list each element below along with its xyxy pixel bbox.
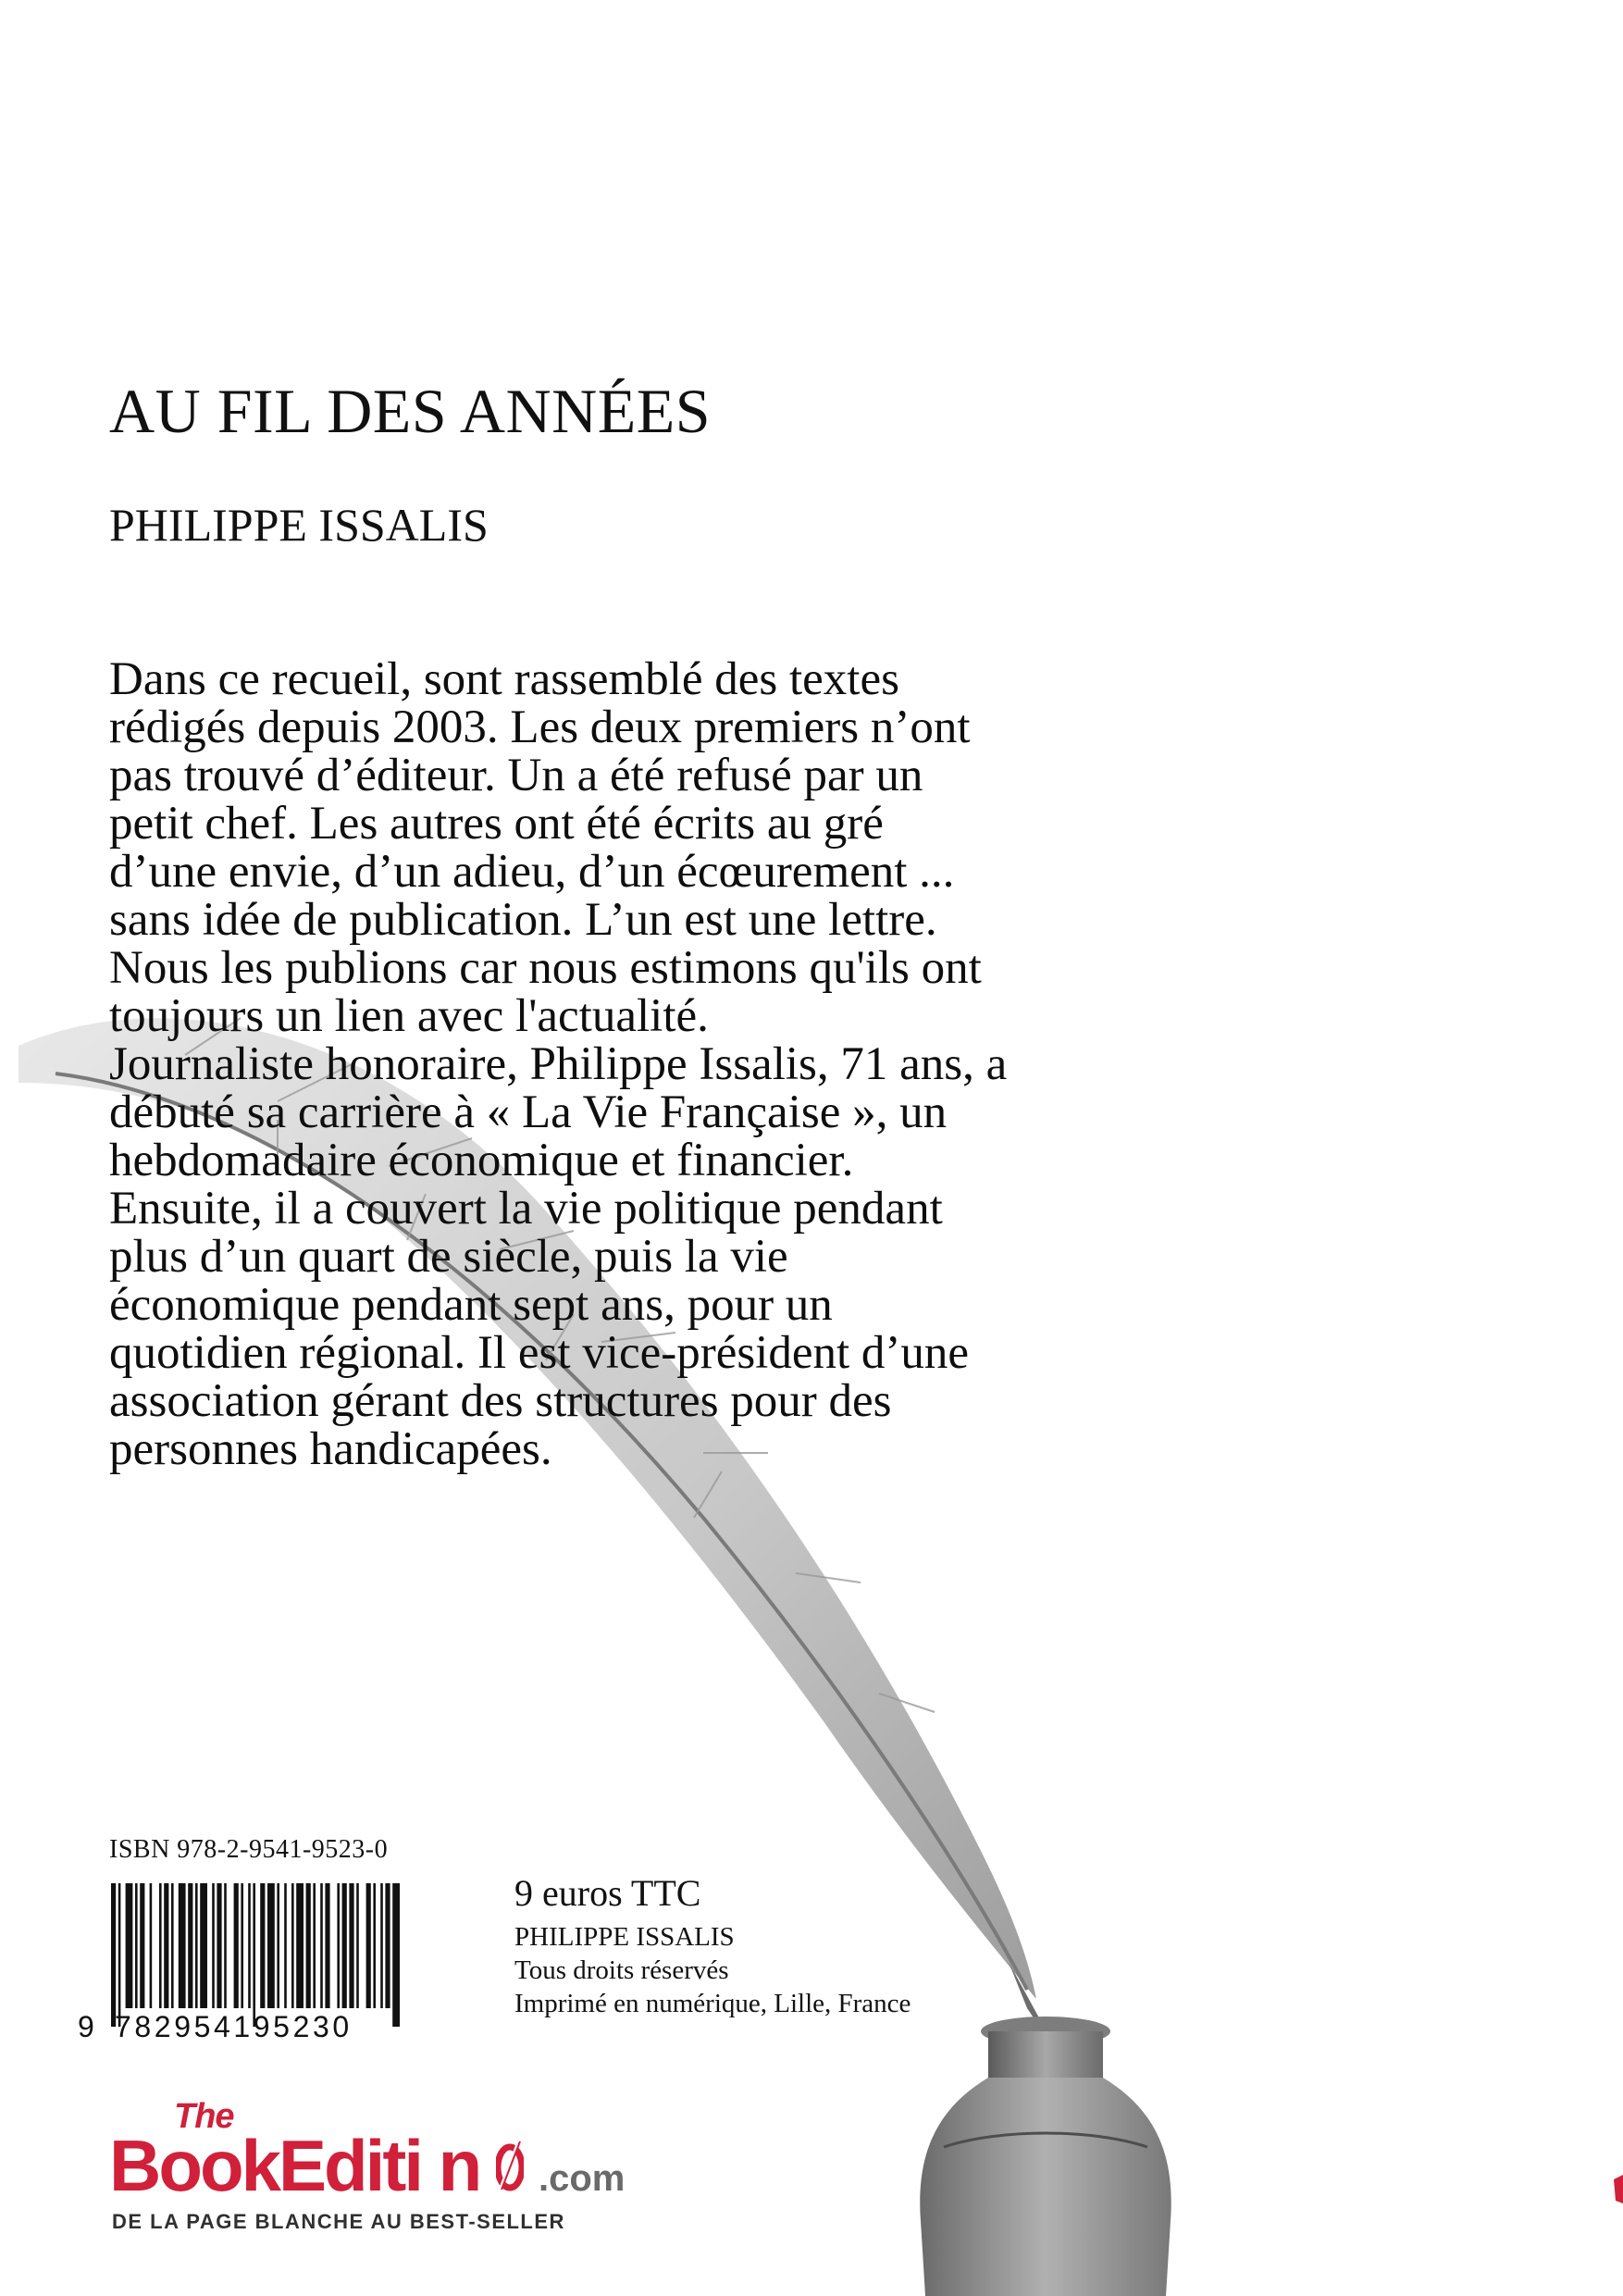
bookedition-logo: [109, 2097, 664, 2249]
barcode-bar: [241, 1883, 243, 2008]
barcode-bar: [217, 1883, 221, 2008]
barcode-bar: [159, 1883, 162, 2008]
barcode-bar: [200, 1883, 207, 2008]
blurb-line: pas trouvé d’éditeur. Un a été refusé par un: [109, 750, 923, 801]
barcode-digit-groups: 782954195230: [115, 2010, 353, 2043]
printing-notice: Imprimé en numérique, Lille, France: [514, 1989, 911, 2018]
blurb-line: Dans ce recueil, sont rassemblé des textes: [109, 653, 899, 705]
book-title: AU FIL DES ANNÉES: [109, 376, 712, 446]
logo-name: BookEditi n: [109, 2125, 480, 2206]
feather-icon: [496, 2140, 524, 2193]
barcode-bar: [277, 1883, 279, 2008]
barcode-bar: [356, 1883, 359, 2008]
barcode-digits: [78, 2010, 457, 2047]
barcode-bar: [150, 1883, 153, 2008]
publisher-name: PHILIPPE ISSALIS: [514, 1922, 735, 1952]
barcode-bar: [373, 1883, 376, 2008]
blurb-line: Journaliste honoraire, Philippe Issalis, 71 ans, a: [109, 1038, 1008, 1090]
blurb-line: plus d’un quart de siècle, puis la vie: [109, 1231, 788, 1283]
barcode-bar: [140, 1883, 144, 2008]
barcode-bar: [284, 1883, 287, 2008]
blurb-line: débuté sa carrière à « La Vie Française », un: [109, 1086, 948, 1138]
imprint-block: [514, 1920, 911, 2020]
rights-notice: Tous droits réservés: [514, 1955, 729, 1985]
barcode-bar: [306, 1883, 311, 2008]
barcode-bar: [385, 1883, 390, 2008]
barcode-bar: [296, 1883, 304, 2008]
barcode-bar: [253, 1883, 255, 2027]
barcode-bar: [135, 1883, 138, 2008]
blurb-line: toujours un lien avec l'actualité.: [109, 990, 709, 1042]
barcode-bar: [164, 1883, 168, 2008]
barcode-bar: [111, 1883, 116, 2027]
blurb-line: petit chef. Les autres ont été écrits au gré: [109, 798, 884, 850]
blurb-line: d’une envie, d’un adieu, d’un écœurement ...: [109, 846, 955, 898]
barcode-bar: [267, 1883, 275, 2008]
barcode-bar: [248, 1883, 251, 2008]
barcode-lead-digit: 9: [78, 2010, 94, 2043]
blurb-line: association gérant des structures pour des: [109, 1375, 892, 1427]
author-name: PHILIPPE ISSALIS: [109, 499, 489, 551]
barcode-icon: [109, 1883, 452, 2027]
back-cover-blurb: [109, 655, 1247, 1473]
price-label: 9 euros TTC: [514, 1872, 701, 1914]
isbn-label: ISBN 978-2-9541-9523-0: [109, 1835, 389, 1864]
barcode-bar: [349, 1883, 353, 2008]
blurb-line: Nous les publions car nous estimons qu'ils ont: [109, 942, 982, 994]
barcode-bar: [260, 1883, 265, 2008]
barcode-bar: [320, 1883, 323, 2008]
barcode-bar: [392, 1883, 400, 2027]
barcode-bar: [325, 1883, 329, 2008]
blurb-line: hebdomadaire économique et financier.: [109, 1135, 854, 1186]
blurb-line: Ensuite, il a couvert la vie politique pendant: [109, 1183, 943, 1235]
blurb-line: économique pendant sept ans, pour un: [109, 1279, 833, 1331]
barcode-bar: [118, 1883, 121, 2027]
blurb-line: sans idée de publication. L’un est une lettre.: [109, 894, 937, 946]
barcode-bar: [179, 1883, 186, 2008]
barcode-bar: [195, 1883, 198, 2008]
logo-tagline: DE LA PAGE BLANCHE AU BEST-SELLER: [112, 2210, 565, 2233]
barcode-bar: [212, 1883, 215, 2008]
barcode-bar: [366, 1883, 371, 2008]
barcode-bar: [126, 1883, 133, 2008]
barcode-bar: [313, 1883, 316, 2008]
barcode-bar: [224, 1883, 227, 2008]
logo-dotcom: .com: [539, 2158, 626, 2199]
barcode-bar: [188, 1883, 192, 2008]
barcode-bar: [337, 1883, 340, 2008]
barcode-bar: [380, 1883, 383, 2008]
barcode-bar: [234, 1883, 239, 2008]
logo-the: The: [174, 2097, 234, 2136]
barcode-bar: [171, 1883, 174, 2008]
blurb-line: rédigés depuis 2003. Les deux premiers n’ont: [109, 701, 971, 753]
blurb-line: personnes handicapées.: [109, 1423, 552, 1475]
barcode-bar: [291, 1883, 294, 2008]
barcode-bar: [342, 1883, 347, 2008]
blurb-line: quotidien régional. Il est vice-président d’une: [109, 1327, 970, 1379]
